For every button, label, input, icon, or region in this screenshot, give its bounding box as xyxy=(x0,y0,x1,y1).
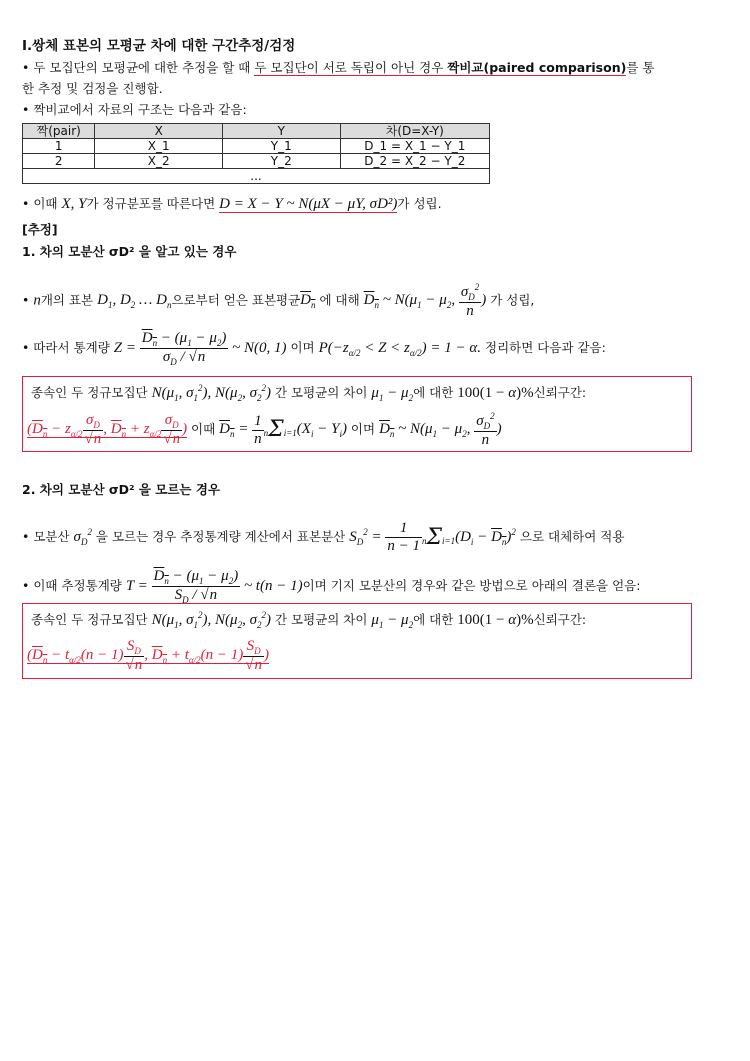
math-mean-diff: $\mu_1 - \mu_2$ xyxy=(371,385,414,403)
case2-box-line-1-d: 신뢰구간: xyxy=(533,612,587,627)
case1-box-line-2 xyxy=(27,411,502,449)
math-ci-known: ($D_n - z_{\alpha/2}$ $\frac{\sigma_D}{√n}$ , $D_n + z_{\alpha/2}$ $\frac{\sigma_D}{√n}$ ) xyxy=(27,412,188,447)
estimation-label: [추정] xyxy=(22,222,58,237)
case1-box-line-1-c: 에 대한 xyxy=(413,385,458,400)
case1-box-line-1-a: 종속인 두 정규모집단 xyxy=(31,385,152,400)
table-cell: D_2 = X_2 − Y_2 xyxy=(340,154,489,169)
table-row xyxy=(23,139,490,154)
table-cell: 1 xyxy=(23,139,95,154)
math-z-statistic: Z = $\frac{D_n - (\mu_1 - \mu_2)}{\sigma_D / √n}$ ~ N(0, 1) xyxy=(113,330,287,367)
case2-line-2-a: • 이때 추정통계량 xyxy=(22,577,126,593)
intro-line-1-a: • 두 모집단의 모평균에 대한 추정을 할 때 xyxy=(22,60,255,75)
case1-box-line-1 xyxy=(31,383,586,403)
case1-box-line-2-mid: 이때 xyxy=(187,421,220,437)
math-confidence: 100(1 − α)% xyxy=(457,385,534,401)
table-cell: Y_1 xyxy=(222,139,340,154)
math-dbar-def: $D_n$ = $\frac{1}{n}$ $n\Sigma i=1(X_i - Y_i)$ xyxy=(219,412,347,447)
case2-line-1-a: • 모분산 xyxy=(22,528,74,544)
case1-line-2-a: • 따라서 통계량 xyxy=(22,339,114,355)
math-mean-diff-2: $\mu_1 - \mu_2$ xyxy=(371,612,414,630)
math-dbar: $D_n$ xyxy=(300,292,316,311)
intro-line-2: 한 추정 및 검정을 진행함. xyxy=(22,81,163,96)
case2-line-1-b: 을 모르는 경우 추정통계량 계산에서 표본분산 xyxy=(91,528,350,544)
case1-box-line-1-b: 간 모평균의 차이 xyxy=(270,385,372,400)
table-header-cell: X xyxy=(95,124,223,139)
normal-line-formula: D = X − Y ~ N(μX − μY, σD²) xyxy=(219,196,398,212)
case2-line-1-c: 으로 대체하여 적용 xyxy=(515,528,625,544)
math-populations-2: $N(\mu_1$, $\sigma_1^2$), $N(\mu_2$, $\sigma_2^2$) xyxy=(151,610,271,630)
math-populations: $N(\mu_1$, $\sigma_1^2$), $N(\mu_2$, $\sigma_2^2$) xyxy=(151,383,271,403)
case1-line-1-d: 에 대해 xyxy=(315,292,364,308)
table-cell: Y_2 xyxy=(222,154,340,169)
case2-line-2-b: 이며 기지 모분산의 경우와 같은 방법으로 아래의 결론을 얻음: xyxy=(302,577,641,593)
math-sample-list: $D_1$, $D_2$ … $D_n$ xyxy=(97,292,172,311)
table-cell: X_2 xyxy=(95,154,223,169)
normal-line-prefix: • 이때 xyxy=(22,196,62,211)
case2-box-line-2 xyxy=(27,638,269,674)
case1-box-line-1-d: 신뢰구간: xyxy=(533,385,587,400)
table-cell: D_1 = X_1 − Y_1 xyxy=(340,139,489,154)
case1-line-1-b: 개의 표본 xyxy=(40,292,98,308)
table-cell: X_1 xyxy=(95,139,223,154)
case1-line-2-c: 정리하면 다음과 같음: xyxy=(481,339,606,355)
case2-box-line-1-a: 종속인 두 정규모집단 xyxy=(31,612,152,627)
table-row xyxy=(23,154,490,169)
math-n: n xyxy=(33,292,41,309)
math-sample-variance: $S_D^2$ = $\frac{1}{n - 1}$ $n\Sigma i=1(D_i - D_n)^2$ xyxy=(349,520,516,554)
intro-line-1-underlined: 두 모집단이 서로 독립이 아닌 경우 xyxy=(254,60,448,75)
normal-line-vars: X, Y xyxy=(61,196,87,212)
case2-box-line-1-b: 간 모평균의 차이 xyxy=(270,612,372,627)
math-sigma-d2: $\sigma_D^2$ xyxy=(73,526,92,547)
case2-box-line-1 xyxy=(31,610,586,630)
normal-line-mid: 가 정규분포를 따른다면 xyxy=(86,196,220,211)
table-cell: 2 xyxy=(23,154,95,169)
table-header-cell: Y xyxy=(222,124,340,139)
case1-line-2 xyxy=(22,330,606,367)
case2-line-2 xyxy=(22,568,640,605)
case1-line-1-c: 으로부터 얻은 표본평균 xyxy=(171,292,301,308)
case1-line-1 xyxy=(22,282,534,320)
normal-line xyxy=(22,194,442,213)
math-t-statistic: T = $\frac{D_n - (\mu_1 - \mu_2)}{S_D / √n}$ ~ t(n − 1) xyxy=(125,568,303,605)
math-dbar-dist: $D_n$ ~ $N(\mu_1 - \mu_2$, $\frac{\sigma_D^2}{n}$ ) xyxy=(363,282,487,319)
case1-box-line-2-mid2: 이며 xyxy=(346,421,380,437)
intro-line-1-bold: 짝비교(paired comparison) xyxy=(447,60,627,75)
intro-line-1-c: 를 통 xyxy=(626,60,655,75)
case1-title: 1. 차의 모분산 σD² 을 알고 있는 경우 xyxy=(22,244,237,259)
math-dbar-dist-2: $D_n$ ~ $N(\mu_1 - \mu_2$, $\frac{\sigma_D^2}{n}$ ) xyxy=(379,411,502,448)
case2-result-box xyxy=(22,603,692,679)
case1-line-1-a: • xyxy=(22,292,34,308)
math-confidence-2: 100(1 − α)% xyxy=(457,612,534,628)
case2-title: 2. 차의 모분산 σD² 을 모르는 경우 xyxy=(22,482,220,497)
section-heading: Ⅰ.쌍체 표본의 모평균 차에 대한 구간추정/검정 xyxy=(22,38,296,54)
math-ci-unknown: ($D_n - t_{\alpha/2}(n - 1)$ $\frac{S_D}{√n}$ , $D_n + t_{\alpha/2}(n - 1)$ $\frac{S_D}{√n}$ ) xyxy=(27,638,269,673)
case2-line-1 xyxy=(22,520,624,555)
table-header-cell: 차(D=X-Y) xyxy=(340,124,489,139)
case1-line-2-b: 이며 xyxy=(286,339,319,355)
normal-line-suffix: 가 성립. xyxy=(397,196,442,211)
intro-line-1 xyxy=(22,58,654,76)
table-header-row xyxy=(23,124,490,139)
table-ellipsis: ... xyxy=(23,169,490,184)
intro-line-3: • 짝비교에서 자료의 구조는 다음과 같음: xyxy=(22,102,247,117)
math-probability: $P(-z_{\alpha/2} < Z < z_{\alpha/2}) = 1 - \alpha$. xyxy=(318,339,482,358)
case1-line-1-e: 가 성립, xyxy=(486,292,535,308)
pair-structure-table xyxy=(22,123,490,184)
case1-result-box xyxy=(22,376,692,452)
table-header-cell: 짝(pair) xyxy=(23,124,95,139)
case2-box-line-1-c: 에 대한 xyxy=(413,612,458,627)
table-row xyxy=(23,169,490,184)
